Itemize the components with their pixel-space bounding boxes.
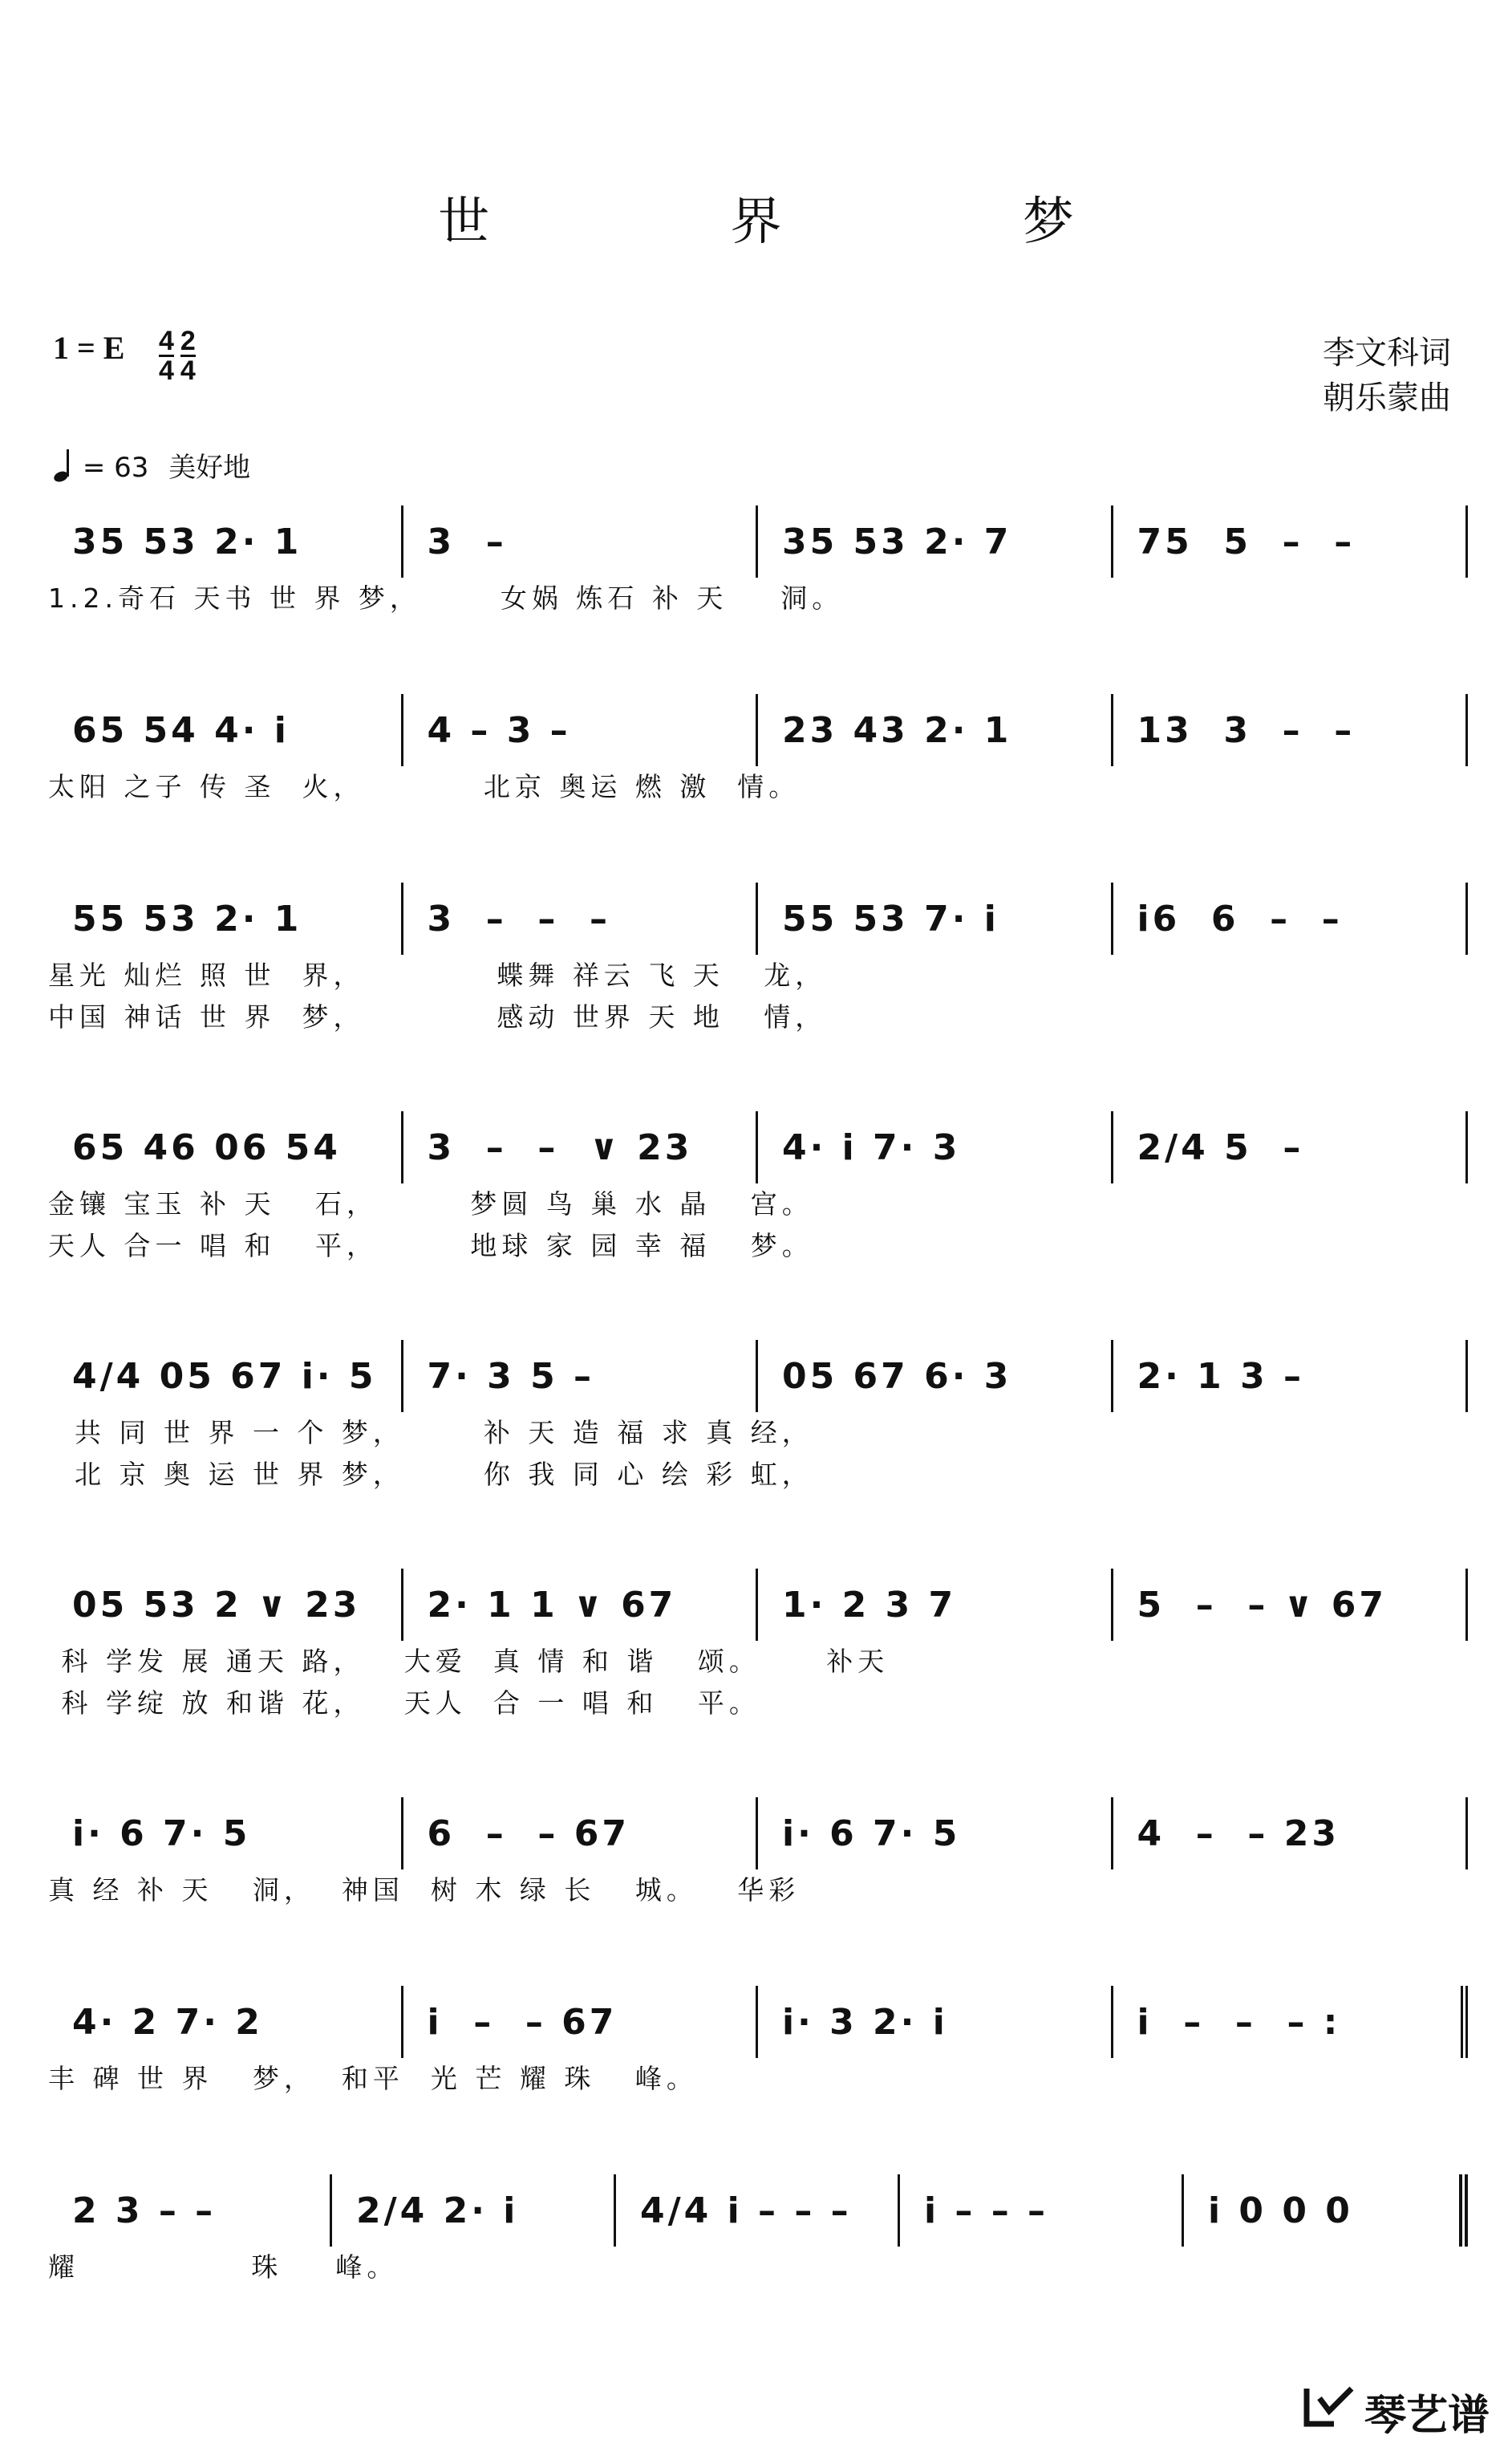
measure bbox=[403, 694, 759, 766]
measure-notes: i – – – bbox=[924, 2190, 1049, 2231]
measure-notes: 5 – – ∨ 67 bbox=[1137, 1584, 1387, 1626]
lyric-line: 天人 合一 唱 和 平， 地球 家 园 幸 福 梦。 bbox=[48, 1230, 813, 1261]
measure bbox=[758, 1986, 1113, 2058]
notes-row bbox=[48, 1986, 1468, 2058]
measure bbox=[758, 1797, 1113, 1869]
measure bbox=[403, 1986, 759, 2058]
measure-notes: 05 53 2 ∨ 23 bbox=[72, 1584, 361, 1626]
lyric-line: 1.2.奇石 天书 世 界 梦， 女娲 炼石 补 天 洞。 bbox=[48, 583, 844, 614]
measure-notes: 35 53 2· 7 bbox=[782, 521, 1012, 562]
composer: 朝乐蒙曲 bbox=[1323, 380, 1451, 416]
lyric-line: 太阳 之子 传 圣 火， 北京 奥运 燃 激 情。 bbox=[48, 771, 801, 802]
measure bbox=[1113, 1797, 1469, 1869]
page-title: 世 界 梦 bbox=[438, 193, 1186, 252]
measure bbox=[758, 505, 1113, 578]
measure-notes: i· 3 2· i bbox=[782, 2001, 948, 2043]
measure-notes: 75 5 – – bbox=[1137, 521, 1356, 562]
notes-row bbox=[48, 694, 1468, 766]
lyric-line: 中国 神话 世 界 梦， 感动 世界 天 地 情， bbox=[48, 1001, 827, 1033]
measure bbox=[48, 883, 403, 955]
measure bbox=[403, 1340, 759, 1412]
key-signature: 1 = E bbox=[53, 330, 125, 366]
lyric-line: 科 学绽 放 和谐 花， 天人 合 一 唱 和 平。 bbox=[48, 1687, 760, 1719]
measure bbox=[1113, 1340, 1469, 1412]
score-line bbox=[48, 1111, 1468, 1267]
measure-notes: 2/4 2· i bbox=[356, 2190, 519, 2231]
time-signatures bbox=[159, 327, 202, 384]
measure bbox=[616, 2174, 900, 2247]
lyric-line: 耀 珠 峰。 bbox=[48, 2251, 399, 2283]
score-line bbox=[48, 1340, 1468, 1496]
measure-notes: 2· 1 3 – bbox=[1137, 1355, 1305, 1397]
tempo-marking bbox=[53, 445, 250, 490]
measure bbox=[1113, 1569, 1469, 1641]
lyric-line: 北 京 奥 运 世 界 梦， 你 我 同 心 绘 彩 虹， bbox=[48, 1459, 813, 1490]
measure bbox=[48, 1569, 403, 1641]
measure bbox=[1113, 1111, 1469, 1183]
score-line bbox=[48, 505, 1468, 619]
measure bbox=[1184, 2174, 1468, 2247]
measure bbox=[1113, 505, 1469, 578]
notes-row bbox=[48, 1797, 1468, 1869]
measure bbox=[758, 1111, 1113, 1183]
measure bbox=[48, 1797, 403, 1869]
watermark-text: 琴艺谱 bbox=[1364, 2392, 1490, 2440]
score-line bbox=[48, 1569, 1468, 1724]
measure-notes: 7· 3 5 – bbox=[427, 1355, 595, 1397]
lyric-line: 共 同 世 界 一 个 梦， 补 天 造 福 求 真 经， bbox=[48, 1417, 813, 1448]
measure-notes: 65 54 4· i bbox=[72, 709, 290, 751]
measure-notes: 65 46 06 54 bbox=[72, 1126, 341, 1168]
measure bbox=[1113, 1986, 1469, 2058]
tempo-value: = 63 bbox=[82, 452, 149, 484]
notes-row bbox=[48, 1340, 1468, 1412]
notes-row bbox=[48, 2174, 1468, 2247]
measure bbox=[48, 1111, 403, 1183]
measure bbox=[332, 2174, 616, 2247]
measure bbox=[48, 505, 403, 578]
measure-notes: 2/4 5 – bbox=[1137, 1126, 1304, 1168]
measure-notes: 3 – – – bbox=[427, 898, 611, 940]
score-line bbox=[48, 694, 1468, 808]
measure-notes: i – – – : bbox=[1137, 2001, 1341, 2043]
measure-notes: 4· i 7· 3 bbox=[782, 1126, 961, 1168]
measure-notes: 2 3 – – bbox=[72, 2190, 217, 2231]
lyric-line: 真 经 补 天 洞， 神国 树 木 绿 长 城。 华彩 bbox=[48, 1874, 801, 1906]
measure bbox=[48, 1986, 403, 2058]
measure bbox=[900, 2174, 1184, 2247]
measure-notes: 3 – bbox=[427, 521, 507, 562]
tempo-expression: 美好地 bbox=[168, 452, 251, 484]
logo-icon bbox=[1302, 2382, 1358, 2441]
score-line bbox=[48, 1797, 1468, 1911]
lyric-line: 科 学发 展 通天 路， 大爱 真 情 和 谐 颂。 补天 bbox=[48, 1646, 890, 1677]
measure bbox=[758, 1569, 1113, 1641]
measure-notes: i· 6 7· 5 bbox=[72, 1812, 251, 1854]
measure-notes: 4/4 05 67 i· 5 bbox=[72, 1355, 377, 1397]
measure-notes: i – – 67 bbox=[427, 2001, 618, 2043]
measure-notes: 55 53 2· 1 bbox=[72, 898, 302, 940]
quarter-note-icon bbox=[53, 448, 74, 490]
measure bbox=[403, 1111, 759, 1183]
watermark bbox=[1302, 2381, 1490, 2442]
measure bbox=[758, 1340, 1113, 1412]
measure-notes: i· 6 7· 5 bbox=[782, 1812, 961, 1854]
measure bbox=[758, 694, 1113, 766]
measure-notes: 6 – – 67 bbox=[427, 1812, 630, 1854]
measure-notes: i 0 0 0 bbox=[1208, 2190, 1353, 2231]
measure-notes: 4 – – 23 bbox=[1137, 1812, 1340, 1854]
notes-row bbox=[48, 1569, 1468, 1641]
measure bbox=[403, 883, 759, 955]
lyric-line: 金镶 宝玉 补 天 石， 梦圆 鸟 巢 水 晶 宫。 bbox=[48, 1188, 813, 1220]
time-signature-4-4: $\frac{4}{4}$ bbox=[159, 326, 174, 386]
credits bbox=[1323, 331, 1451, 420]
notes-row bbox=[48, 883, 1468, 955]
score-line bbox=[48, 883, 1468, 1038]
measure bbox=[1113, 883, 1469, 955]
notes-row bbox=[48, 1111, 1468, 1183]
lyricist: 李文科词 bbox=[1323, 335, 1451, 371]
measure-notes: i6 6 – – bbox=[1137, 898, 1343, 940]
measure-notes: 3 – – ∨ 23 bbox=[427, 1126, 693, 1168]
measure bbox=[758, 883, 1113, 955]
measure-notes: 23 43 2· 1 bbox=[782, 709, 1012, 751]
measure bbox=[1113, 694, 1469, 766]
measure-notes: 4 – 3 – bbox=[427, 709, 571, 751]
measure-notes: 1· 2 3 7 bbox=[782, 1584, 957, 1626]
measure-notes: 35 53 2· 1 bbox=[72, 521, 302, 562]
score-line bbox=[48, 1986, 1468, 2100]
score-line bbox=[48, 2174, 1468, 2288]
lyric-line: 星光 灿烂 照 世 界， 蝶舞 祥云 飞 天 龙， bbox=[48, 960, 827, 991]
measure-notes: 55 53 7· i bbox=[782, 898, 999, 940]
measure bbox=[48, 2174, 332, 2247]
time-signature-2-4: $\frac{2}{4}$ bbox=[180, 326, 196, 386]
measure bbox=[48, 1340, 403, 1412]
measure-notes: 4/4 i – – – bbox=[640, 2190, 852, 2231]
measure bbox=[403, 505, 759, 578]
measure-notes: 05 67 6· 3 bbox=[782, 1355, 1012, 1397]
measure-notes: 4· 2 7· 2 bbox=[72, 2001, 263, 2043]
measure-notes: 2· 1 1 ∨ 67 bbox=[427, 1584, 677, 1626]
notes-row bbox=[48, 505, 1468, 578]
measure bbox=[403, 1569, 759, 1641]
measure bbox=[403, 1797, 759, 1869]
lyric-line: 丰 碑 世 界 梦， 和平 光 芒 耀 珠 峰。 bbox=[48, 2063, 698, 2094]
measure bbox=[48, 694, 403, 766]
measure-notes: 13 3 – – bbox=[1137, 709, 1356, 751]
